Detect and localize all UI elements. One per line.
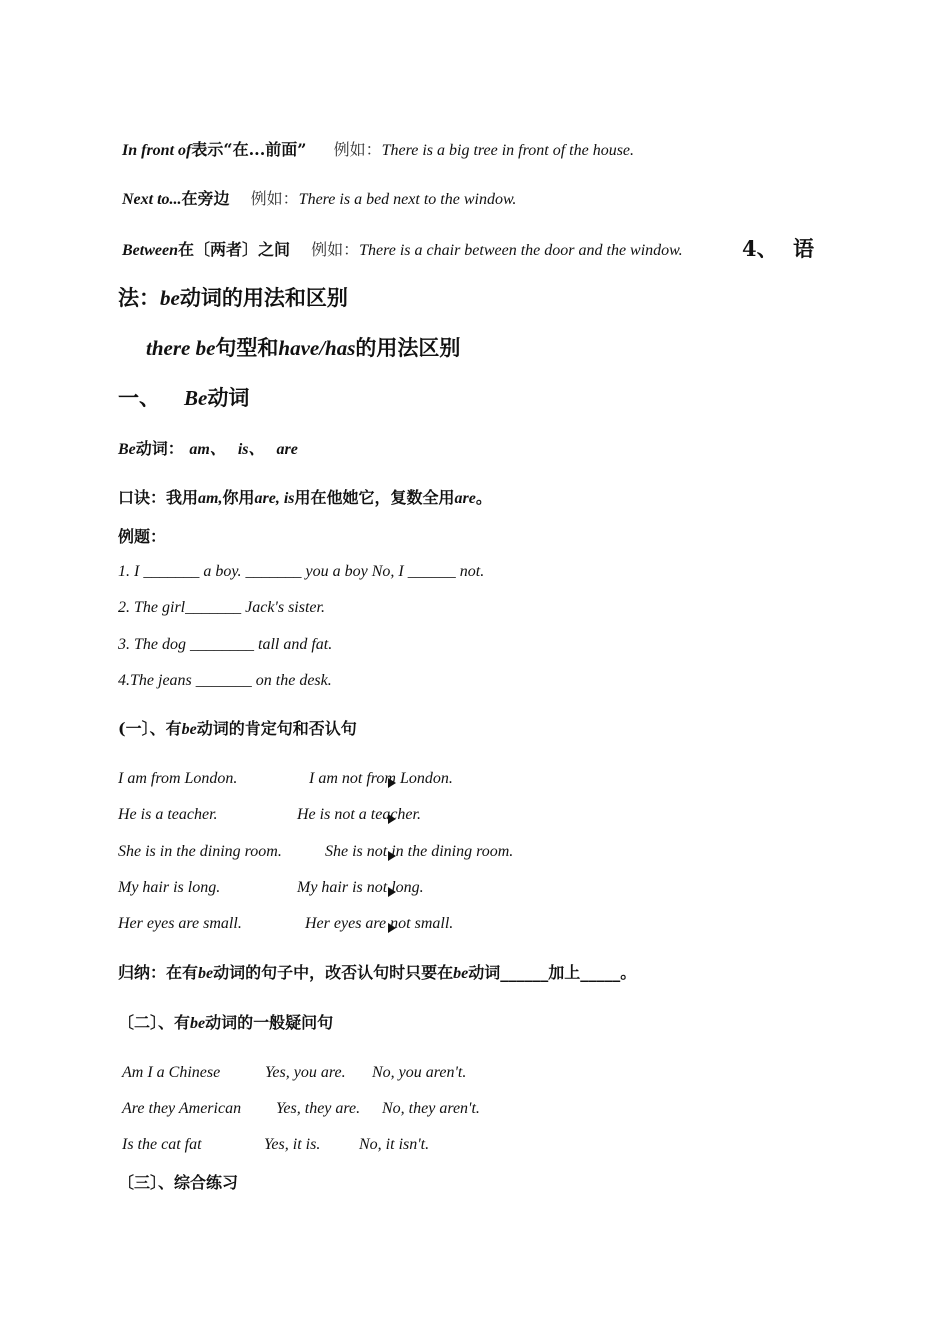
question-2: Are they American [122, 1100, 242, 1117]
arrow-marker [388, 923, 396, 933]
be-verb-are: are [276, 441, 298, 458]
section1-title: (一〕、有be动词的肯定句和否认句 [118, 719, 357, 738]
grammar-subheading: there be句型和have/has的用法区别 [146, 335, 461, 360]
affirmative-2: He is a teacher. [118, 806, 218, 823]
exercise-2: 2. The girl_______ Jack's sister. [118, 599, 325, 616]
question-1: Am I a Chinese [122, 1064, 221, 1081]
section-heading-start: 语 [793, 236, 814, 261]
example-label: 例如： [250, 189, 299, 208]
negative-2: He is not a teacher. [297, 806, 421, 823]
negative-3: She is not in the dining room. [325, 843, 514, 860]
preposition-between [122, 240, 683, 260]
affirmative-5: Her eyes are small. [118, 915, 242, 932]
section2-title: 〔二〕、有be动词的一般疑问句 [118, 1013, 334, 1032]
arrow-marker [388, 851, 396, 861]
term: Between [122, 242, 178, 259]
arrow-marker [388, 814, 396, 824]
blank: _____ [580, 963, 621, 982]
preposition-in-front-of [122, 140, 634, 160]
example-label: 例如： [333, 140, 382, 159]
term: In front of [122, 142, 192, 159]
term: Next to... [122, 191, 182, 208]
example: There is a bed next to the window. [298, 191, 517, 208]
part1-title: 一、 Be动词 [118, 385, 250, 410]
examples-label: 例题： [118, 527, 167, 546]
grammar-heading: 法：be动词的用法和区别 [118, 285, 348, 310]
arrow-marker [388, 778, 396, 788]
answer-yes-3: Yes, it is. [264, 1136, 321, 1153]
answer-yes-1: Yes, you are. [265, 1064, 346, 1081]
meaning: 在〔两者〕之间 [178, 240, 291, 259]
affirmative-4: My hair is long. [118, 879, 221, 896]
answer-no-1: No, you aren't. [372, 1064, 467, 1081]
blank: ______ [500, 963, 549, 982]
be-verbs-line: Be动词： am、 is、 are [118, 439, 298, 458]
arrow-marker [388, 887, 396, 897]
be-verb-is: is、 [237, 441, 265, 458]
be-verb-am: am、 [189, 441, 226, 458]
section3-title: 〔三〕、综合练习 [118, 1173, 239, 1192]
negative-4: My hair is not long. [297, 879, 424, 896]
exercise-3: 3. The dog ________ tall and fat. [118, 636, 333, 653]
summary-line: 归纳：在有be动词的句子中，改否认句时只要在be动词______加上_____。 [118, 963, 637, 982]
example: There is a chair between the door and the window. [359, 242, 683, 259]
question-3: Is the cat fat [122, 1136, 202, 1153]
negative-1: I am not from London. [309, 770, 453, 787]
example: There is a big tree in front of the house. [381, 142, 635, 159]
negative-5: Her eyes are not small. [305, 915, 454, 932]
exercise-1: 1. I _______ a boy. _______ you a boy No, I ______ not. [118, 563, 485, 580]
meaning: 表示“在...前面” [191, 140, 307, 159]
affirmative-3: She is in the dining room. [118, 843, 282, 860]
section-number: 4、 [742, 236, 778, 261]
rhyme-line: 口诀：我用am,你用are, is用在他她它，复数全用are。 [118, 488, 492, 507]
affirmative-1: I am from London. [118, 770, 238, 787]
answer-no-2: No, they aren't. [382, 1100, 480, 1117]
preposition-next-to [122, 189, 516, 209]
answer-no-3: No, it isn't. [359, 1136, 430, 1153]
answer-yes-2: Yes, they are. [276, 1100, 361, 1117]
example-label: 例如： [311, 240, 360, 259]
exercise-4: 4.The jeans _______ on the desk. [118, 672, 332, 689]
meaning: 在旁边 [181, 189, 230, 208]
